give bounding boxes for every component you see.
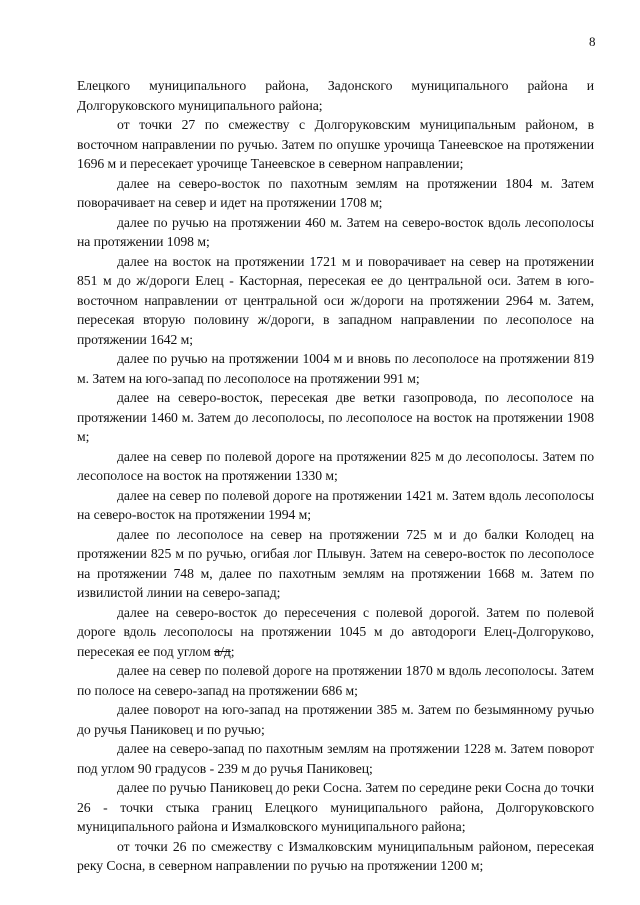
paragraph-text-end: ; <box>230 643 235 659</box>
paragraph-text: далее на северо-восток до пересечения с полевой дорогой. Затем по полевой дороге вдоль лесополосы на протяжении 1045 м до автодороги Елец-Долгоруково, пересекая ее под углом <box>77 604 594 659</box>
paragraph: далее на северо-восток по пахотным землям на протяжении 1804 м. Затем поворачивает на север и идет на протяжении 1708 м; <box>77 175 594 210</box>
paragraph: далее по ручью Паниковец до реки Сосна. Затем по середине реки Сосна до точки 26 - точки стыка границ Елецкого муниципального района, Долгоруковского муниципального района и Измалковского муниципального района; <box>77 780 594 834</box>
paragraph: далее по ручью на протяжении 1004 м и вновь по лесополосе на протяжении 819 м. Затем на юго-запад по лесополосе на протяжении 991 м; <box>77 351 594 386</box>
paragraph: далее на северо-восток, пересекая две ветки газопровода, по лесополосе на протяжении 1460 м. Затем до лесополосы, по лесополосе на восток на протяжении 1908 м; <box>77 390 594 444</box>
paragraph <box>77 603 594 662</box>
paragraph: далее по лесополосе на север на протяжении 725 м и до балки Колодец на протяжении 825 м по ручью, огибая лог Плывун. Затем на северо-восток по лесополосе на протяжении 748 м, далее по пахотным землям на протяжении 1668 м. Затем по извилистой линии на северо-запад; <box>77 526 594 600</box>
paragraph: далее на север по полевой дороге на протяжении 1870 м вдоль лесополосы. Затем по полосе на северо-запад на протяжении 686 м; <box>77 663 594 698</box>
paragraph: от точки 26 по смежеству с Измалковским муниципальным районом, пересекая реку Сосна, в северном направлении по ручью на протяжении 1200 м; <box>77 838 594 873</box>
paragraph: далее на северо-запад по пахотным землям на протяжении 1228 м. Затем поворот под углом 90 градусов - 239 м до ручья Паниковец; <box>77 741 594 776</box>
paragraph: Елецкого муниципального района, Задонского муниципального района и Долгоруковского муниципального района; <box>77 78 594 113</box>
paragraph: от точки 27 по смежеству с Долгоруковским муниципальным районом, в восточном направлении по ручью. Затем по опушке урочища Танеевское на протяжении 1696 м и пересекает урочище Танеевское в северном направлении; <box>77 117 594 171</box>
paragraph: далее поворот на юго-запад на протяжении 385 м. Затем по безымянному ручью до ручья Паниковец и по ручью; <box>77 702 594 737</box>
paragraph: далее на север по полевой дороге на протяжении 825 м до лесополосы. Затем по лесополосе на восток на протяжении 1330 м; <box>77 448 594 483</box>
page-number: 8 <box>589 34 596 49</box>
paragraph: далее по ручью на протяжении 460 м. Затем на северо-восток вдоль лесополосы на протяжении 1098 м; <box>77 214 594 249</box>
paragraph: далее на восток на протяжении 1721 м и поворачивает на север на протяжении 851 м до ж/дороги Елец - Касторная, пересекая ее до центральной оси. Затем в юго-восточном направлении от центральной оси ж/дороги на протяжении 2964 м. Затем, пересекая вторую половину ж/дороги, в западном направлении по лесополосе на протяжении 1642 м; <box>77 253 594 347</box>
struck-text: а/д <box>214 643 231 659</box>
document-body <box>77 76 594 876</box>
paragraph: далее на север по полевой дороге на протяжении 1421 м. Затем вдоль лесополосы на северо-восток на протяжении 1994 м; <box>77 487 594 522</box>
